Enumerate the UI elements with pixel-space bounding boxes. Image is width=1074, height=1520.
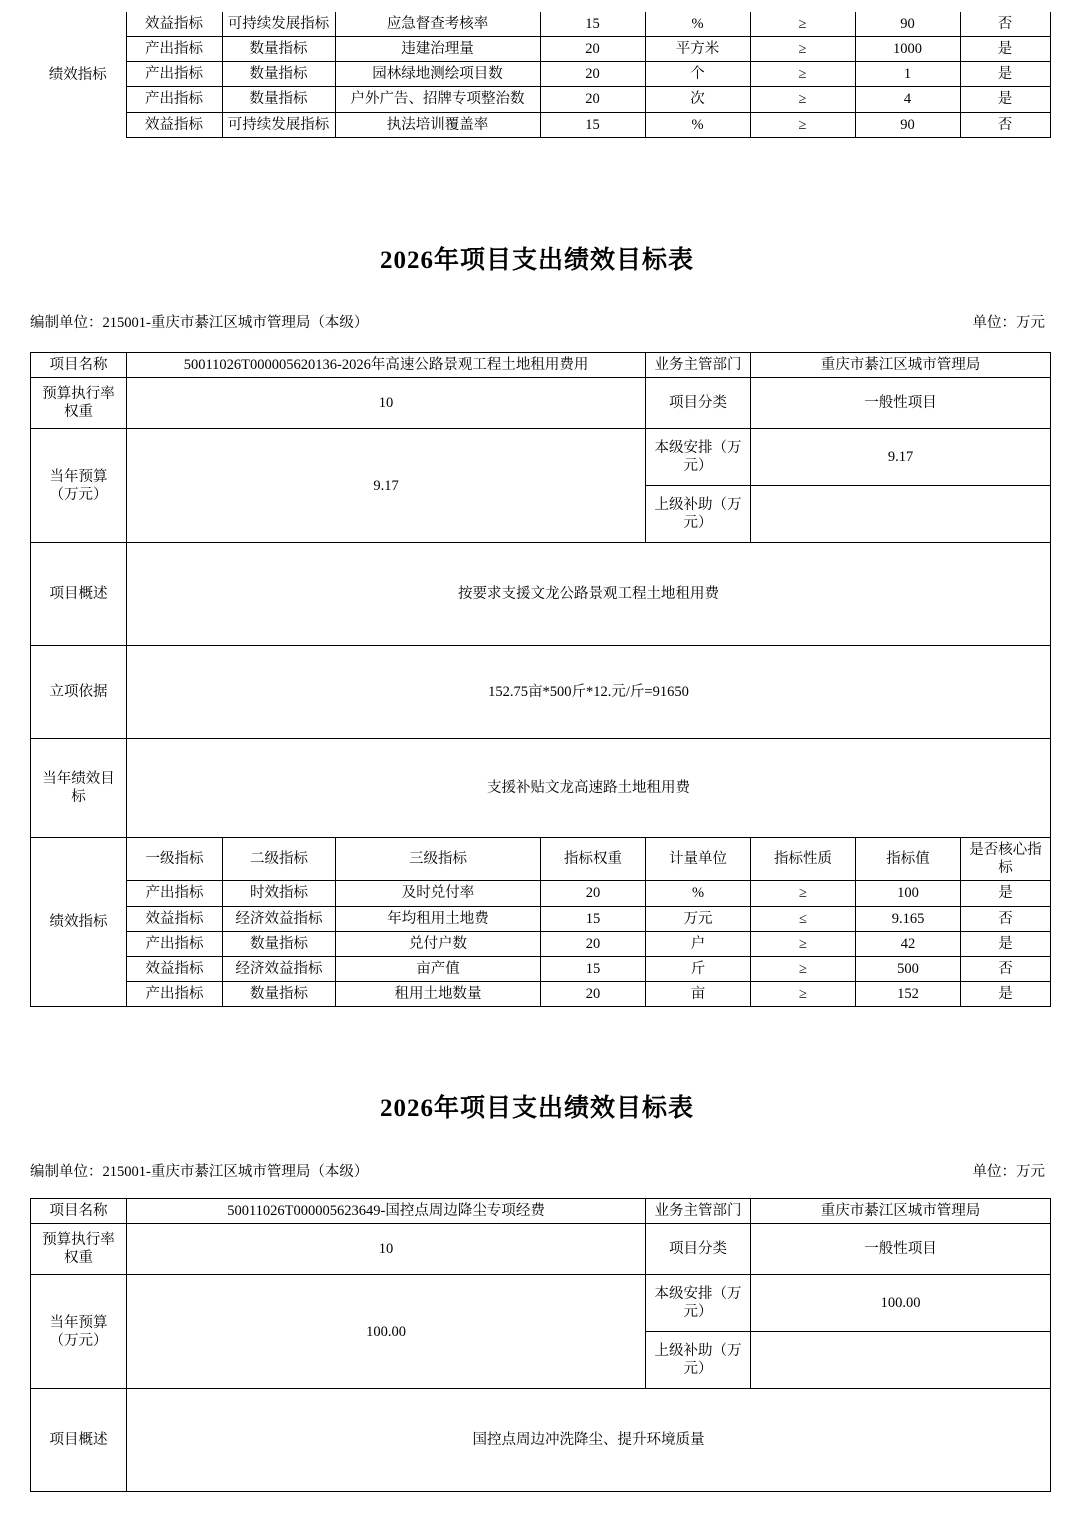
indicator-value: 1: [855, 62, 960, 87]
indicator-is-core: 是: [960, 37, 1050, 62]
header-indicator-is-core: 是否核心指标: [961, 838, 1051, 881]
header-indicator-unit: 计量单位: [646, 838, 751, 881]
indicator-nature: ≥: [750, 12, 855, 37]
table-row: [30, 112, 1050, 137]
row-project-name: [31, 353, 1051, 378]
indicator-weight: 20: [540, 37, 645, 62]
indicator-unit: 平方米: [645, 37, 750, 62]
level3-indicator: 违建治理量: [335, 37, 540, 62]
label-approval-basis: 立项依据: [31, 646, 127, 739]
header-indicator-value: 指标值: [856, 838, 961, 881]
value-local-arrangement: 100.00: [751, 1275, 1051, 1332]
level1-indicator: 产出指标: [127, 881, 223, 906]
row-project-overview: [31, 1389, 1051, 1492]
compiler-unit: [30, 1160, 368, 1181]
project-performance-table-3: [0, 1198, 1074, 1492]
section-label-performance: 绩效指标: [30, 12, 126, 137]
value-approval-basis: 152.75亩*500斤*12.元/斤=91650: [127, 646, 1051, 739]
level1-indicator: 效益指标: [127, 956, 223, 981]
amount-unit-note: 单位：万元: [972, 315, 1045, 331]
project-performance-table-2: [0, 352, 1074, 1007]
indicator-nature: ≥: [751, 956, 856, 981]
section-label-performance: 绩效指标: [31, 838, 127, 1007]
indicator-nature: ≥: [751, 881, 856, 906]
value-annual-goal: 支援补贴文龙高速路土地租用费: [127, 739, 1051, 838]
level2-indicator: 经济效益指标: [223, 956, 336, 981]
value-project-category: 一般性项目: [751, 378, 1051, 429]
indicator-table-1: [30, 12, 1051, 138]
indicator-unit: 个: [645, 62, 750, 87]
label-annual-goal: 当年绩效目标: [31, 739, 127, 838]
level2-indicator: 时效指标: [223, 881, 336, 906]
level1-indicator: 产出指标: [127, 981, 223, 1006]
indicator-value: 1000: [855, 37, 960, 62]
compiler-unit: [30, 311, 368, 332]
table-row: [30, 62, 1050, 87]
header-indicator-nature: 指标性质: [751, 838, 856, 881]
level1-indicator: 效益指标: [126, 112, 222, 137]
section3-title-wrap: [0, 1088, 1074, 1124]
level2-indicator: 数量指标: [223, 931, 336, 956]
section2-title-wrap: [0, 240, 1074, 276]
indicator-value: 100: [856, 881, 961, 906]
label-project-category: 项目分类: [646, 1224, 751, 1275]
indicator-is-core: 否: [961, 906, 1051, 931]
indicator-unit: 户: [646, 931, 751, 956]
indicator-value: 90: [855, 112, 960, 137]
value-project-category: 一般性项目: [751, 1224, 1051, 1275]
indicator-weight: 20: [541, 931, 646, 956]
level1-indicator: 产出指标: [126, 87, 222, 112]
row-annual-budget: [31, 429, 1051, 486]
indicator-unit: 次: [645, 87, 750, 112]
indicator-nature: ≥: [750, 112, 855, 137]
indicator-weight: 15: [540, 112, 645, 137]
page-title: 2026年项目支出绩效目标表: [379, 247, 694, 274]
label-project-overview: 项目概述: [31, 543, 127, 646]
compiler-value: 215001-重庆市綦江区城市管理局（本级）: [102, 1164, 369, 1180]
label-superior-subsidy: 上级补助（万元）: [646, 486, 751, 543]
label-superior-subsidy: 上级补助（万元）: [646, 1332, 751, 1389]
indicator-weight: 15: [541, 956, 646, 981]
indicator-nature: ≤: [751, 906, 856, 931]
section2-meta: [0, 311, 1074, 332]
table-row: [31, 931, 1051, 956]
table-row: [30, 12, 1050, 37]
indicator-value: 9.165: [856, 906, 961, 931]
level2-indicator: 可持续发展指标: [222, 112, 335, 137]
label-project-name: 项目名称: [31, 353, 127, 378]
header-level2-indicator: 二级指标: [223, 838, 336, 881]
label-supervising-dept: 业务主管部门: [646, 1199, 751, 1224]
level1-indicator: 产出指标: [126, 62, 222, 87]
value-exec-rate-weight: 10: [127, 378, 646, 429]
table-row: [30, 37, 1050, 62]
level3-indicator: 应急督查考核率: [335, 12, 540, 37]
table-row: [31, 981, 1051, 1006]
indicator-is-core: 否: [961, 956, 1051, 981]
label-exec-rate-weight: 预算执行率权重: [31, 1224, 127, 1275]
row-project-name: [31, 1199, 1051, 1224]
label-project-overview: 项目概述: [31, 1389, 127, 1492]
level1-indicator: 产出指标: [126, 37, 222, 62]
level2-indicator: 数量指标: [222, 87, 335, 112]
level1-indicator: 产出指标: [127, 931, 223, 956]
indicator-is-core: 否: [960, 112, 1050, 137]
compiler-value: 215001-重庆市綦江区城市管理局（本级）: [102, 315, 369, 331]
amount-unit-note: 单位：万元: [972, 1164, 1045, 1180]
label-annual-budget: 当年预算（万元）: [31, 429, 127, 543]
indicator-weight: 20: [540, 62, 645, 87]
label-local-arrangement: 本级安排（万元）: [646, 429, 751, 486]
page-title: 2026年项目支出绩效目标表: [379, 1095, 694, 1122]
indicator-is-core: 是: [961, 931, 1051, 956]
level3-indicator: 户外广告、招牌专项整治数: [335, 87, 540, 112]
label-supervising-dept: 业务主管部门: [646, 353, 751, 378]
level3-indicator: 租用土地数量: [336, 981, 541, 1006]
indicator-value: 500: [856, 956, 961, 981]
indicator-nature: ≥: [750, 37, 855, 62]
header-level1-indicator: 一级指标: [127, 838, 223, 881]
section3-meta: [0, 1160, 1074, 1181]
label-annual-budget: 当年预算（万元）: [31, 1275, 127, 1389]
label-exec-rate-weight: 预算执行率权重: [31, 378, 127, 429]
project-info-table-3: [30, 1198, 1051, 1492]
value-local-arrangement: 9.17: [751, 429, 1051, 486]
level2-indicator: 数量指标: [222, 37, 335, 62]
table-row: [30, 87, 1050, 112]
label-project-category: 项目分类: [646, 378, 751, 429]
indicator-unit: %: [645, 12, 750, 37]
label-local-arrangement: 本级安排（万元）: [646, 1275, 751, 1332]
value-supervising-dept: 重庆市綦江区城市管理局: [751, 1199, 1051, 1224]
indicator-value: 42: [856, 931, 961, 956]
indicator-unit: 万元: [646, 906, 751, 931]
value-superior-subsidy: [751, 1332, 1051, 1389]
header-indicator-weight: 指标权重: [541, 838, 646, 881]
level1-indicator: 效益指标: [126, 12, 222, 37]
table-row: [31, 956, 1051, 981]
compiler-label: 编制单位：: [30, 1164, 103, 1180]
value-superior-subsidy: [751, 486, 1051, 543]
indicator-unit: 亩: [646, 981, 751, 1006]
indicator-is-core: 是: [961, 981, 1051, 1006]
table-row: [31, 906, 1051, 931]
level3-indicator: 及时兑付率: [336, 881, 541, 906]
level3-indicator: 兑付户数: [336, 931, 541, 956]
compiler-label: 编制单位：: [30, 315, 103, 331]
value-project-name: 50011026T000005620136-2026年高速公路景观工程土地租用费用: [127, 353, 646, 378]
value-project-overview: 按要求支援文龙公路景观工程土地租用费: [127, 543, 1051, 646]
indicator-value: 4: [855, 87, 960, 112]
performance-indicator-table-continued: [0, 12, 1074, 138]
indicator-weight: 20: [541, 981, 646, 1006]
value-supervising-dept: 重庆市綦江区城市管理局: [751, 353, 1051, 378]
row-indicator-header: [31, 838, 1051, 881]
indicator-is-core: 否: [960, 12, 1050, 37]
row-exec-rate-weight: [31, 1224, 1051, 1275]
indicator-weight: 15: [541, 906, 646, 931]
indicator-weight: 20: [541, 881, 646, 906]
row-annual-budget: [31, 1275, 1051, 1332]
indicator-is-core: 是: [960, 87, 1050, 112]
level1-indicator: 效益指标: [127, 906, 223, 931]
indicator-unit: %: [646, 881, 751, 906]
indicator-nature: ≥: [750, 87, 855, 112]
table-row: [31, 881, 1051, 906]
level3-indicator: 亩产值: [336, 956, 541, 981]
row-approval-basis: [31, 646, 1051, 739]
indicator-nature: ≥: [751, 981, 856, 1006]
row-exec-rate-weight: [31, 378, 1051, 429]
indicator-nature: ≥: [751, 931, 856, 956]
level3-indicator: 执法培训覆盖率: [335, 112, 540, 137]
indicator-unit: 斤: [646, 956, 751, 981]
indicator-is-core: 是: [960, 62, 1050, 87]
value-annual-budget: 100.00: [127, 1275, 646, 1389]
level2-indicator: 经济效益指标: [223, 906, 336, 931]
row-annual-goal: [31, 739, 1051, 838]
value-annual-budget: 9.17: [127, 429, 646, 543]
level2-indicator: 数量指标: [222, 62, 335, 87]
indicator-weight: 15: [540, 12, 645, 37]
value-project-name: 50011026T000005623649-国控点周边降尘专项经费: [127, 1199, 646, 1224]
value-exec-rate-weight: 10: [127, 1224, 646, 1275]
level2-indicator: 可持续发展指标: [222, 12, 335, 37]
indicator-weight: 20: [540, 87, 645, 112]
label-project-name: 项目名称: [31, 1199, 127, 1224]
indicator-value: 90: [855, 12, 960, 37]
row-project-overview: [31, 543, 1051, 646]
indicator-is-core: 是: [961, 881, 1051, 906]
level3-indicator: 园林绿地测绘项目数: [335, 62, 540, 87]
level2-indicator: 数量指标: [223, 981, 336, 1006]
level3-indicator: 年均租用土地费: [336, 906, 541, 931]
indicator-nature: ≥: [750, 62, 855, 87]
indicator-unit: %: [645, 112, 750, 137]
project-info-table-2: [30, 352, 1051, 1007]
value-project-overview: 国控点周边冲洗降尘、提升环境质量: [127, 1389, 1051, 1492]
header-level3-indicator: 三级指标: [336, 838, 541, 881]
indicator-value: 152: [856, 981, 961, 1006]
